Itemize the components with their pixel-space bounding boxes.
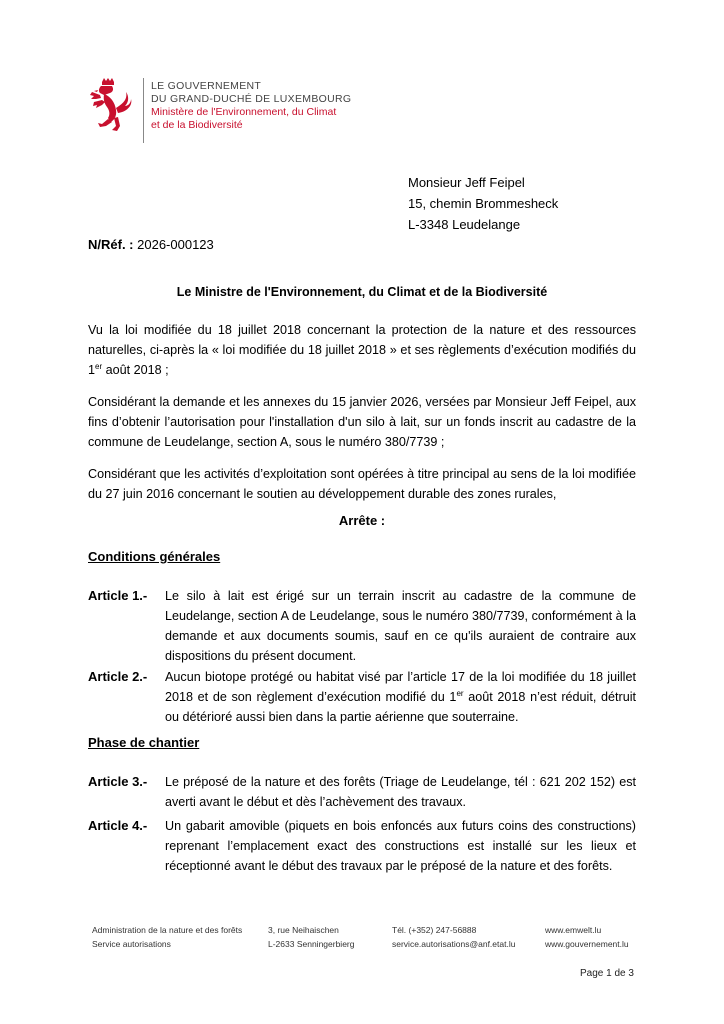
government-line-2: DU GRAND-DUCHÉ DE LUXEMBOURG bbox=[151, 93, 352, 105]
recipient-name: Monsieur Jeff Feipel bbox=[408, 175, 525, 190]
article-2-label: Article 2.- bbox=[88, 669, 148, 684]
reference-number: 2026-000123 bbox=[137, 237, 214, 252]
reference-label: N/Réf. : bbox=[88, 237, 134, 252]
recipient-street: 15, chemin Brommesheck bbox=[408, 196, 559, 211]
article-1-text: Le silo à lait est érigé sur un terrain inscrit au cadastre de la commune de Leudelange, section A de Leudelange, sous le numéro 380/7739, conformément à la demande et aux documents soumis, sauf en ce qu'ils auraient de contraire aux dispositions du présent document. bbox=[165, 589, 636, 663]
document-title: Le Ministre de l'Environnement, du Climat et de la Biodiversité bbox=[176, 285, 548, 299]
footer-phone: Tél. (+352) 247-56888 bbox=[392, 925, 477, 935]
footer-email[interactable]: service.autorisations@anf.etat.lu bbox=[392, 939, 516, 949]
footer-administration: Administration de la nature et des forêts Service autorisations bbox=[92, 925, 243, 949]
article-3-label: Article 3.- bbox=[88, 774, 148, 789]
considerant-3: Considérant que les activités d’exploitation sont opérées à titre principal au sens de la loi modifiée du 27 juin 2016 concernant le soutien au développement durable des zones rurales, bbox=[88, 467, 636, 501]
considerant-1: Vu la loi modifiée du 18 juillet 2018 concernant la protection de la nature et des ressources naturelles, ci-après la « loi modifiée du 18 juillet 2018 » et ses règlements d’exécution modifiés du 1er août 2018 ; bbox=[88, 323, 636, 377]
government-line-1: LE GOUVERNEMENT bbox=[151, 80, 262, 92]
recipient-address bbox=[408, 172, 558, 235]
article-4-label: Article 4.- bbox=[88, 818, 148, 833]
article-1-label: Article 1.- bbox=[88, 588, 148, 603]
page-number: Page 1 de 3 bbox=[580, 968, 634, 979]
arrete-heading: Arrête : bbox=[338, 513, 386, 528]
article-4-text: Un gabarit amovible (piquets en bois enfoncés aux futurs coins des constructions) reprenant l’emplacement exact des constructions est installé sur les lieux et réceptionné avant le début des travaux par le préposé de la nature et des forêts. bbox=[165, 819, 636, 873]
reference-line bbox=[88, 237, 214, 252]
footer-website-emwelt[interactable]: www.emwelt.lu bbox=[545, 925, 602, 935]
footer-website-gouvernement[interactable]: www.gouvernement.lu bbox=[545, 939, 629, 949]
lion-coat-of-arms-icon bbox=[88, 78, 133, 138]
ministry-line-1: Ministère de l'Environnement, du Climat bbox=[151, 106, 337, 118]
footer-address: 3, rue Neihaischen L-2633 Senningerbierg bbox=[268, 925, 355, 949]
article-2-text: Aucun biotope protégé ou habitat visé par l’article 17 de la loi modifiée du 18 juillet 2018 et de son règlement d’exécution modifié du 1er août 2018 n’est réduit, détruit ou détérioré aussi bien dans la partie aérienne que souterraine. bbox=[165, 670, 636, 724]
footer-contact bbox=[392, 923, 515, 951]
article-3-text: Le préposé de la nature et des forêts (Triage de Leudelange, tél : 621 202 152) est averti avant le début et dès l’achèvement des travaux. bbox=[165, 775, 636, 809]
footer-websites bbox=[545, 923, 629, 951]
considerant-2: Considérant la demande et les annexes du 15 janvier 2026, versées par Monsieur Jeff Feipel, aux fins d’obtenir l’autorisation pour l'installation d'un silo à lait, sur un fonds inscrit au cadastre de la commune de Leudelange, section A, sous le numéro 380/7739 ; bbox=[88, 395, 636, 449]
section-heading-chantier: Phase de chantier bbox=[88, 735, 200, 750]
ministry-line-2: et de la Biodiversité bbox=[151, 119, 243, 131]
letterhead-text bbox=[151, 80, 351, 132]
section-heading-general: Conditions générales bbox=[88, 549, 221, 564]
letterhead-divider bbox=[143, 78, 144, 143]
recipient-city: L-3348 Leudelange bbox=[408, 217, 521, 232]
